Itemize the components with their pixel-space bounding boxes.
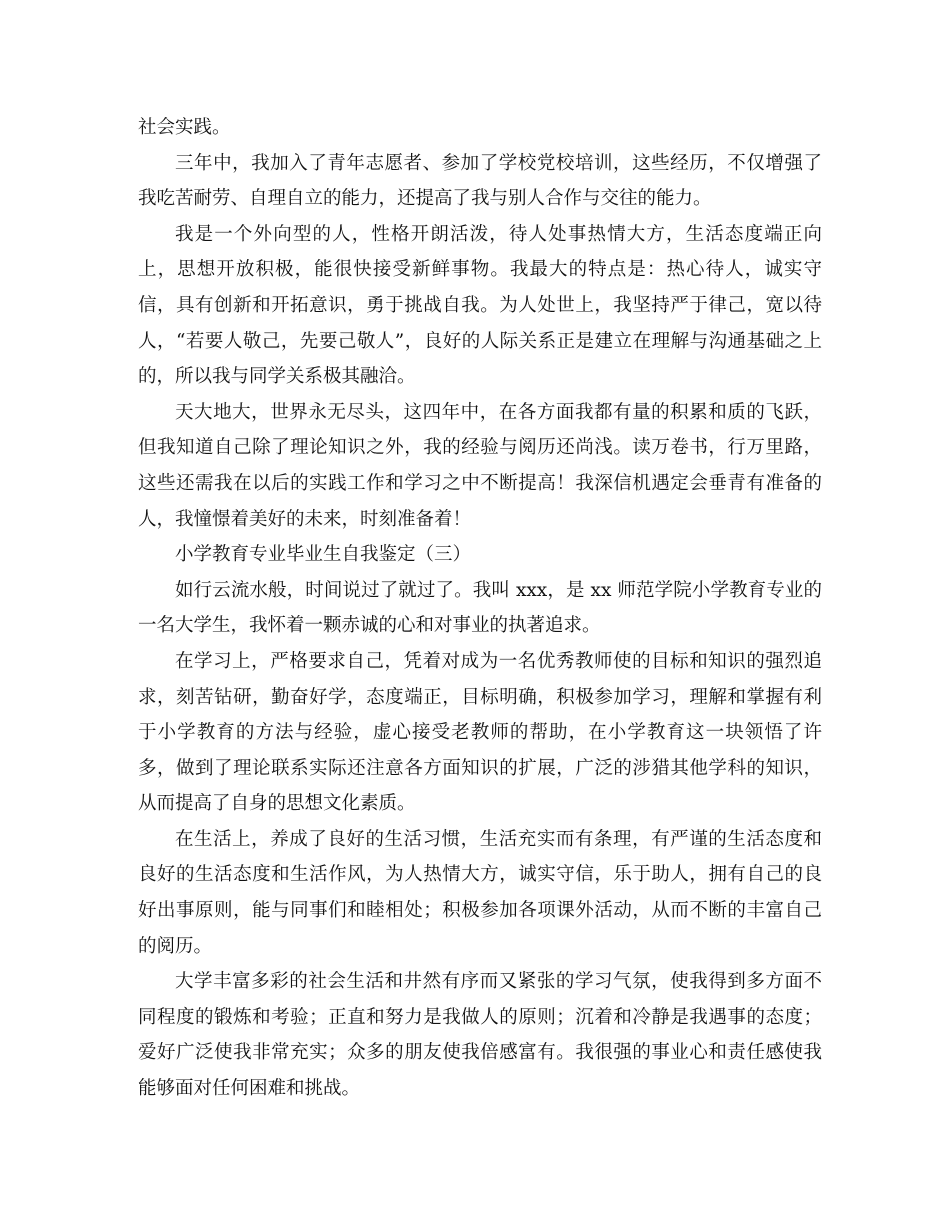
paragraph-personality: 我是一个外向型的人，性格开朗活泼，待人处事热情大方，生活态度端正向上，思想开放积极，能很快接受新鲜事物。我最大的特点是：热心待人，诚实守信，具有创新和开拓意识，勇于挑战自我。为人处世上，我坚持严于律己，宽以待人，“若要人敬己，先要己敬人”，良好的人际关系正是建立在理解与沟通基础之上的，所以我与同学关系极其融洽。 [138, 223, 822, 388]
paragraph-volunteer-experience: 三年中，我加入了青年志愿者、参加了学校党校培训，这些经历，不仅增强了我吃苦耐劳、自理自立的能力，还提高了我与别人合作与交往的能力。 [138, 152, 822, 210]
paragraph-continuation: 社会实践。 [138, 117, 231, 138]
paragraph-introduction: 如行云流水般，时间说过了就过了。我叫 xxx，是 xx 师范学院小学教育专业的一名大学生，我怀着一颗赤诚的心和对事业的执著追求。 [138, 579, 822, 637]
paragraph-college-life: 大学丰富多彩的社会生活和井然有序而又紧张的学习气氛，使我得到多方面不同程度的锻炼和考验；正直和努力是我做人的原则；沉着和冷静是我遇事的态度；爱好广泛使我非常充实；众多的朋友使我倍感富有。我很强的事业心和责任感使我能够面对任何困难和挑战。 [138, 971, 822, 1100]
section-heading: 小学教育专业毕业生自我鉴定（三） [175, 544, 472, 566]
paragraph-life: 在生活上，养成了良好的生活习惯，生活充实而有条理，有严谨的生活态度和良好的生活态度和生活作风，为人热情大方，诚实守信，乐于助人，拥有自己的良好出事原则，能与同事们和睦相处；积极参加各项课外活动，从而不断的丰富自己的阅历。 [138, 828, 822, 957]
document-body [138, 110, 822, 1107]
paragraph-growth: 天大地大，世界永无尽头，这四年中，在各方面我都有量的积累和质的飞跃，但我知道自己除了理论知识之外，我的经验与阅历还尚浅。读万卷书，行万里路，这些还需我在以后的实践工作和学习之中不断提高！我深信机遇定会垂青有准备的人，我憧憬着美好的未来，时刻准备着！ [138, 401, 822, 530]
paragraph-study: 在学习上，严格要求自己，凭着对成为一名优秀教师使的目标和知识的强烈追求，刻苦钻研，勤奋好学，态度端正，目标明确，积极参加学习，理解和掌握有利于小学教育的方法与经验，虚心接受老教师的帮助，在小学教育这一块领悟了许多，做到了理论联系实际还注意各方面知识的扩展，广泛的涉猎其他学科的知识，从而提高了自身的思想文化素质。 [138, 650, 822, 815]
